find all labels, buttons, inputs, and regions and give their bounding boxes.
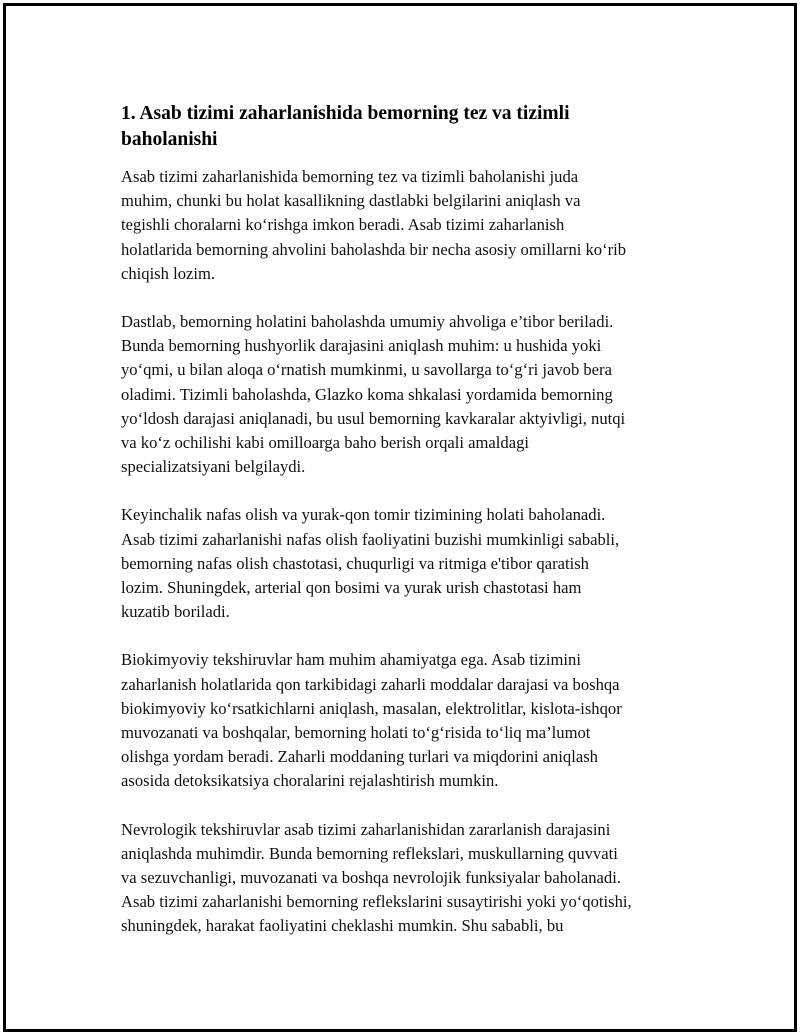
- section-heading: 1. Asab tizimi zaharlanishida bemorning tez va tizimli baholanishi: [121, 103, 570, 150]
- paragraph-3: Keyinchalik nafas olish va yurak-qon tomir tizimining holati baholanadi. Asab tizimi zaharlanishi nafas olish faoliyatini buzishi mumkinligi sababli, bemorning nafas olish chastotasi, chuqurligi va ritmiga e'tibor qaratish lozim. Shuningdek, arterial qon bosimi va yurak urish chastotasi ham kuzatib boriladi.: [121, 505, 620, 622]
- document-body: [121, 101, 701, 963]
- paragraph-4: Biokimyoviy tekshiruvlar ham muhim ahamiyatga ega. Asab tizimini zaharlanish holatlarida qon tarkibidagi zaharli moddalar darajasi va boshqa biokimyoviy ko‘rsatkichlarni aniqlash, masalan, elektrolitlar, kislota-ishqor muvozanati va boshqalar, bemorning holati to‘g‘risida to‘liq ma’lumot olishga yordam beradi. Zaharli moddaning turlari va miqdorini aniqlash asosida detoksikatsiya choralarini rejalashtirish mumkin.: [121, 650, 622, 791]
- page-frame: [3, 3, 797, 1032]
- paragraph-2: Dastlab, bemorning holatini baholashda umumiy ahvoliga e’tibor beriladi. Bunda bemorning hushyorlik darajasini aniqlash muhim: u hushida yoki yo‘qmi, u bilan aloqa o‘rnatish mumkinmi, u savollarga to‘g‘ri javob bera oladimi. Tizimli baholashda, Glazko koma shkalasi yordamida bemorning yo‘ldosh darajasi aniqlanadi, bu usul bemorning kavkaralar aktyivligi, nutqi va ko‘z ochilishi kabi omilloarga baho berish orqali amaldagi specializatsiyani belgilaydi.: [121, 312, 626, 477]
- paragraph-1: Asab tizimi zaharlanishida bemorning tez va tizimli baholanishi juda muhim, chunki bu holat kasallikning dastlabki belgilarini aniqlash va tegishli choralarni ko‘rishga imkon beradi. Asab tizimi zaharlanish holatlarida bemorning ahvolini baholashda bir necha asosiy omillarni ko‘rib chiqish lozim.: [121, 167, 627, 283]
- paragraph-5: Nevrologik tekshiruvlar asab tizimi zaharlanishidan zararlanish darajasini aniqlashda muhimdir. Bunda bemorning reflekslari, muskullarning quvvati va sezuvchanligi, muvozanati va boshqa nevrolojik funksiyalar baholanadi. Asab tizimi zaharlanishi bemorning reflekslarini susaytirishi yoki yo‘qotishi, shuningdek, harakat faoliyatini cheklashi mumkin. Shu sababli, bu: [121, 819, 632, 936]
